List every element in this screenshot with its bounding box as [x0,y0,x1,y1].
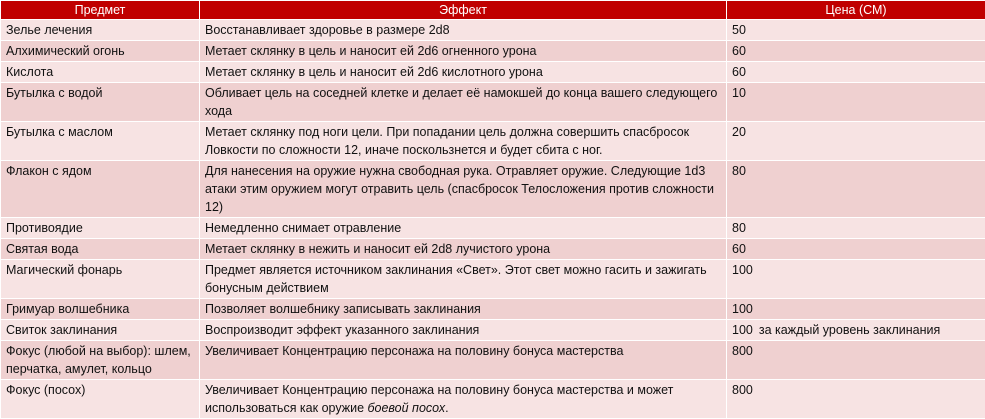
table-row [1,299,985,320]
price-value: 80 [732,221,746,235]
price-value: 800 [732,344,753,358]
price-value: 60 [732,242,746,256]
price-cell [727,218,985,239]
table-row [1,161,985,218]
item-cell: Флакон с ядом [1,161,200,218]
price-cell [727,380,985,419]
effect-cell: Метает склянку в цель и наносит ей 2d6 кислотного урона [200,62,727,83]
effect-tail: . [445,401,448,415]
table-row [1,41,985,62]
price-note: за каждый уровень заклинания [759,323,940,337]
price-cell [727,161,985,218]
item-cell: Бутылка с водой [1,83,200,122]
table-row [1,260,985,299]
header-row [1,1,985,20]
item-cell: Гримуар волшебника [1,299,200,320]
header-effect: Эффект [200,1,727,20]
price-cell [727,62,985,83]
effect-italic: боевой посох [368,401,446,415]
price-cell [727,260,985,299]
price-value: 100 [732,323,753,337]
price-value: 100 [732,302,753,316]
effect-cell: Предмет является источником заклинания «Свет». Этот свет можно гасить и зажигать бонусным действием [200,260,727,299]
price-value: 60 [732,65,746,79]
effect-cell: Обливает цель на соседней клетке и делает её намокшей до конца вашего следующего хода [200,83,727,122]
effect-cell: Позволяет волшебнику записывать заклинания [200,299,727,320]
price-cell [727,20,985,41]
effect-cell: Метает склянку в нежить и наносит ей 2d8 лучистого урона [200,239,727,260]
effect-cell: Метает склянку под ноги цели. При попадании цель должна совершить спасбросок Ловкости по сложности 12, иначе поскользнется и будет сбита с ног. [200,122,727,161]
effect-cell: Увеличивает Концентрацию персонажа на половину бонуса мастерства [200,341,727,380]
item-cell: Фокус (любой на выбор): шлем, перчатка, амулет, кольцо [1,341,200,380]
price-value: 50 [732,23,746,37]
effect-cell: Немедленно снимает отравление [200,218,727,239]
header-item: Предмет [1,1,200,20]
item-cell: Бутылка с маслом [1,122,200,161]
table-row [1,20,985,41]
header-price: Цена (СМ) [727,1,985,20]
item-cell: Алхимический огонь [1,41,200,62]
table-row [1,239,985,260]
item-cell: Свиток заклинания [1,320,200,341]
price-cell [727,122,985,161]
item-cell: Святая вода [1,239,200,260]
price-value: 800 [732,383,753,397]
item-cell: Магический фонарь [1,260,200,299]
table-row [1,341,985,380]
price-cell [727,320,985,341]
table-row [1,320,985,341]
effect-cell: Метает склянку в цель и наносит ей 2d6 огненного урона [200,41,727,62]
price-value: 10 [732,86,746,100]
price-value: 80 [732,164,746,178]
table-row [1,83,985,122]
price-cell [727,41,985,62]
table-row [1,380,985,419]
table-row [1,218,985,239]
price-cell [727,341,985,380]
price-cell [727,299,985,320]
price-value: 20 [732,125,746,139]
item-cell: Фокус (посох) [1,380,200,419]
price-cell [727,83,985,122]
table-row [1,122,985,161]
price-cell [727,239,985,260]
item-cell: Зелье лечения [1,20,200,41]
price-value: 100 [732,263,753,277]
effect-cell: Восстанавливает здоровье в размере 2d8 [200,20,727,41]
effect-cell: Для нанесения на оружие нужна свободная рука. Отравляет оружие. Следующие 1d3 атаки этим оружием могут отравить цель (спасбросок Телосложения против сложности 12) [200,161,727,218]
item-cell: Противоядие [1,218,200,239]
effect-text: Увеличивает Концентрацию персонажа на половину бонуса мастерства и может использоваться как оружие [205,383,673,415]
effect-cell [200,380,727,419]
effect-cell: Воспроизводит эффект указанного заклинания [200,320,727,341]
item-cell: Кислота [1,62,200,83]
table-row [1,62,985,83]
price-value: 60 [732,44,746,58]
